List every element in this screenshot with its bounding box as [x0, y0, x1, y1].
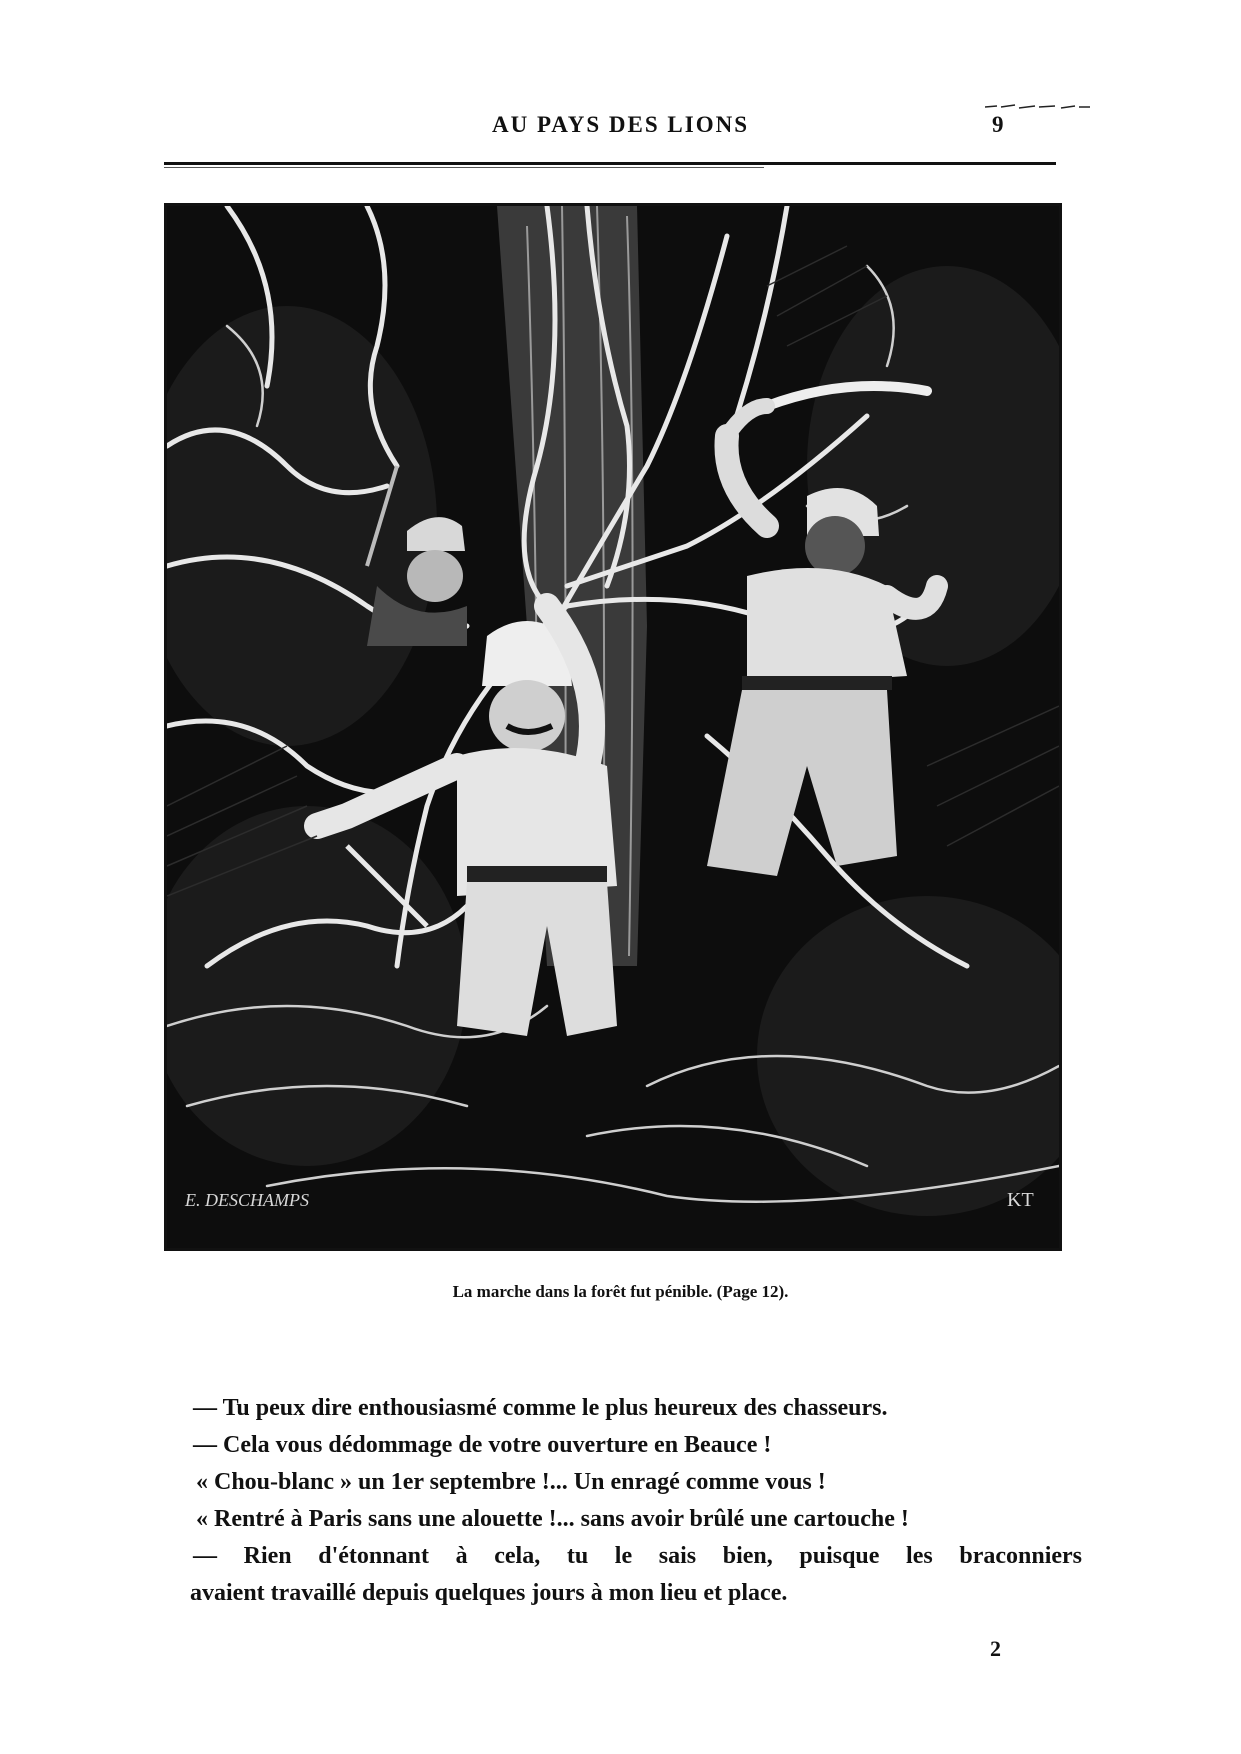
- body-line-5: — Rien d'étonnant à cela, tu le sais bien, puisque les braconniers: [193, 1543, 1082, 1569]
- jungle-scene-illustration: [167, 206, 1059, 1248]
- illustration-caption: La marche dans la forêt fut pénible. (Page 12).: [452, 1282, 789, 1301]
- header-rule: [164, 162, 1056, 165]
- running-title: AU PAYS DES LIONS: [491, 112, 750, 137]
- engraving-plate: [164, 203, 1062, 1251]
- engraver-monogram: KT: [1007, 1189, 1034, 1211]
- engraver-signature: E. DESCHAMPS: [185, 1190, 309, 1210]
- body-line-6: avaient travaillé depuis quelques jours à mon lieu et place.: [190, 1580, 788, 1606]
- body-line-3: « Chou-blanc » un 1er septembre !... Un enragé comme vous !: [196, 1469, 826, 1495]
- ink-speck: [985, 104, 1090, 110]
- body-line-4: « Rentré à Paris sans une alouette !... sans avoir brûlé une cartouche !: [196, 1506, 909, 1532]
- page-number: 9: [992, 112, 1004, 137]
- body-line-2: — Cela vous dédommage de votre ouverture en Beauce !: [193, 1432, 772, 1458]
- body-text: [190, 1390, 1082, 1612]
- header-rule-thin: [164, 167, 764, 168]
- signature-mark: 2: [990, 1636, 1001, 1661]
- body-line-1: — Tu peux dire enthousiasmé comme le plus heureux des chasseurs.: [193, 1395, 888, 1421]
